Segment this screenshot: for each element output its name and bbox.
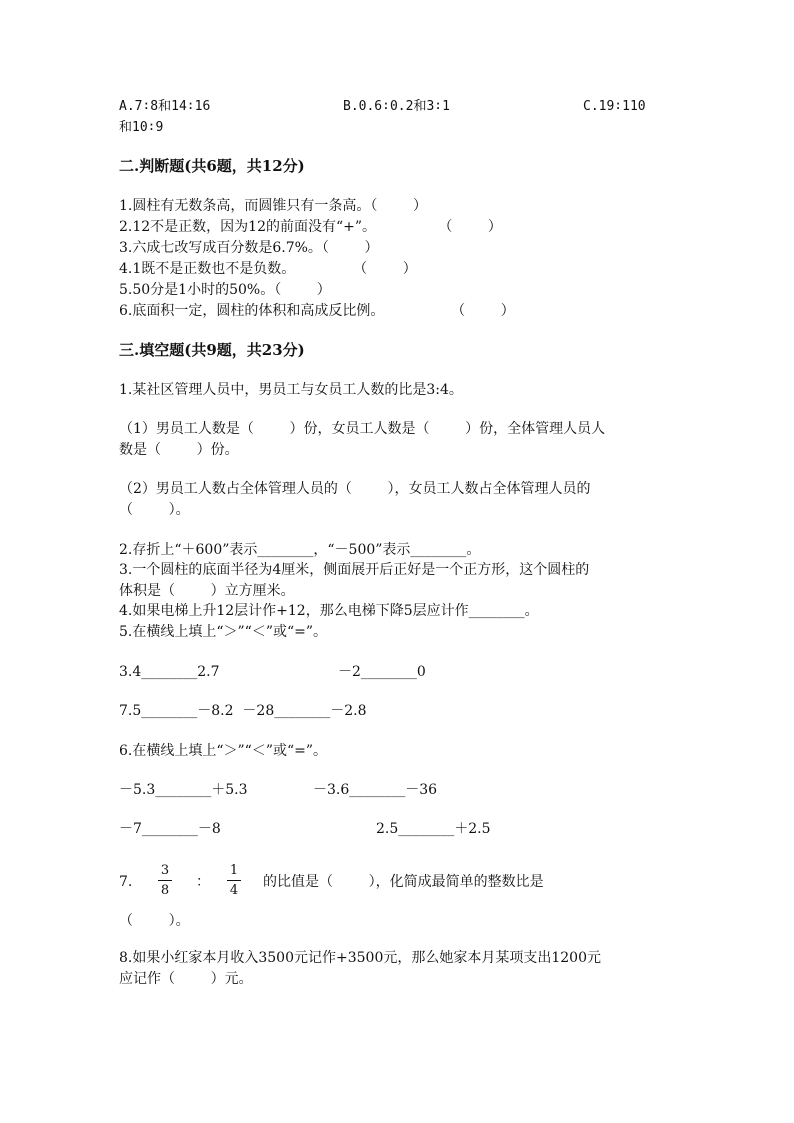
q7-text: 的比值是（ ），化简成最简单的整数比是 <box>263 874 544 890</box>
judgement-item-6: 6.底面积一定，圆柱的体积和高成反比例。 （ ） <box>119 303 515 319</box>
option-c-continued: 和10∶9 <box>119 120 164 135</box>
q1-part2-line2: （ ）。 <box>119 502 190 518</box>
q3-line2: 体积是（ ）立方厘米。 <box>119 583 295 599</box>
q3-line1: 3.一个圆柱的底面半径为4厘米，侧面展开后正好是一个正方形，这个圆柱的 <box>119 562 590 578</box>
q5-row1-a: 3.4________2.7 <box>119 664 220 680</box>
q6-row2-b: 2.5________＋2.5 <box>376 821 491 837</box>
q7-fraction-1 <box>158 863 172 898</box>
q1-part1-line2: 数是（ ）份。 <box>119 442 239 458</box>
q5-row2: 7.5________－8.2 －28________－2.8 <box>119 703 367 719</box>
q7-colon: ： <box>196 874 210 890</box>
q7-fraction-1-denominator: 8 <box>160 883 170 898</box>
q7-number: 7. <box>119 874 133 890</box>
option-b: B.0.6∶0.2和3∶1 <box>343 99 450 114</box>
q1-stem: 1.某社区管理人员中，男员工与女员工人数的比是3:4。 <box>119 382 463 398</box>
q1-part1-line1: （1）男员工人数是（ ）份，女员工人数是（ ）份，全体管理人员人 <box>119 421 606 437</box>
q7-fraction-2 <box>227 863 241 898</box>
q5-row1-b: －2________0 <box>338 664 426 680</box>
q7-fraction-2-denominator: 4 <box>229 883 239 898</box>
q8-line1: 8.如果小红家本月收入3500元记作+3500元，那么她家本月某项支出1200元 <box>119 950 601 966</box>
q2: 2.存折上“＋600”表示________，“－500”表示________。 <box>119 542 481 558</box>
option-a: A.7∶8和14∶16 <box>119 99 211 114</box>
q6-row2-a: －7________－8 <box>119 821 221 837</box>
q8-line2: 应记作（ ）元。 <box>119 971 253 987</box>
q7-fraction-2-numerator: 1 <box>229 863 239 878</box>
q6-row1-b: －3.6________－36 <box>313 782 438 798</box>
q6-row1-a: －5.3________＋5.3 <box>119 782 248 798</box>
q6-stem: 6.在横线上填上“＞”“＜”或“=”。 <box>119 743 328 759</box>
q4: 4.如果电梯上升12层计作+12，那么电梯下降5层应计作________。 <box>119 603 539 619</box>
judgement-item-1: 1.圆柱有无数条高，而圆锥只有一条高。（ ） <box>119 198 427 214</box>
q5-stem: 5.在横线上填上“＞”“＜”或“=”。 <box>119 624 328 640</box>
q7-line2: （ ）。 <box>119 913 190 929</box>
section-title-fill-blank: 三.填空题(共9题，共23分) <box>119 341 305 359</box>
q7-fraction-1-numerator: 3 <box>160 863 170 878</box>
judgement-item-4: 4.1既不是正数也不是负数。 （ ） <box>119 261 417 277</box>
section-title-judgement: 二.判断题(共6题，共12分) <box>119 157 305 175</box>
judgement-item-3: 3.六成七改写成百分数是6.7%。（ ） <box>119 240 379 256</box>
judgement-item-2: 2.12不是正数，因为12的前面没有“+”。 （ ） <box>119 219 502 235</box>
option-c: C.19∶110 <box>583 99 646 114</box>
q1-part2-line1: （2）男员工人数占全体管理人员的（ ），女员工人数占全体管理人员的 <box>119 481 591 497</box>
judgement-item-5: 5.50分是1小时的50%。（ ） <box>119 282 331 298</box>
